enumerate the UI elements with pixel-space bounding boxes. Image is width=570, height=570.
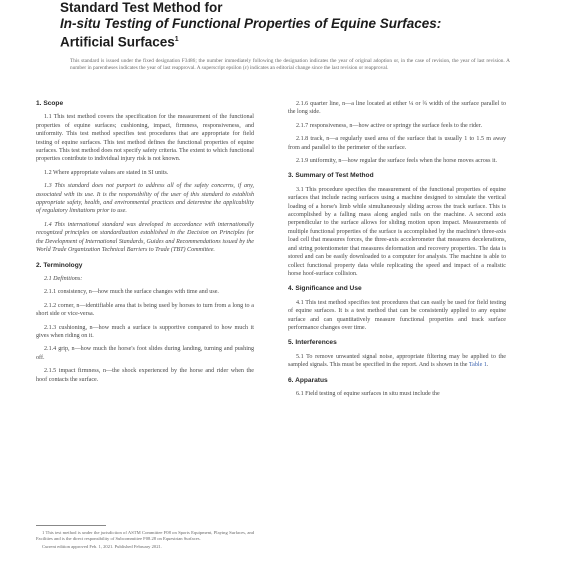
paragraph-5-1: 5.1 To remove unwanted signal noise, appropriate filtering may be applied to the sampled signals. This must be specified in the report. And is shown in the Table 1. xyxy=(288,353,506,369)
section-heading-significance: 4. Significance and Use xyxy=(288,285,362,293)
paragraph-1-4: 1.4 This international standard was developed in accordance with internationally recognized principles on standardization established in the Decision on Principles for the Development of International Standards, Guides and Recommendations issued by the World Trade Organization Technical Barriers to Trade (TBT) Committee. xyxy=(36,221,254,254)
paragraph-1-3: 1.3 This standard does not purport to address all of the safety concerns, if any, associated with its use. It is the responsibility of the user of this standard to establish appropriate safety, health, and environmental practices and determine the applicability of regulatory limitations prior to use. xyxy=(36,183,254,215)
section-heading-scope: 1. Scope xyxy=(36,100,64,107)
paragraph-1-1: 1.1 This test method covers the specification for the measurement of the functional properties of equine surfaces; cushioning, impact, firmness, responsiveness, and uniformity. This test method specifies test procedures that are appropriate for field testing of equine surfaces. This test method defines the functional properties of equine surfaces. This test method does not specify safety criteria. The extent to which functional properties contribute to individual injury risk is not known. xyxy=(36,114,254,163)
definition-uniformity: 2.1.9 uniformity, n—how regular the surface feels when the horse moves across it. xyxy=(296,158,497,165)
paragraph-3-1: 3.1 This procedure specifies the measurement of the functional properties of equine surfaces that include racing surfaces using a machine designed to simulate the vertical loading of a horse's limb while simultaneously sliding across the track surface. This is accomplished by a falling mass along angled rails on the machine. A second axis perpendicular to the surface allows for sliding motion upon impact. Measurements of multiple functional properties of the surface is accomplished by the machine's three-axis load cell that measures forces, the three-axis accelerometer that measures decelerations, and string potentiometer that measures deformation and recovery properties. The data is stored and can be easily downloaded to a computer for analysis. The machine is able to collect functional property data while replicating the speed and impact of a realistic horse hoof-surface collision. xyxy=(288,186,506,277)
definition-impact-firmness: 2.1.5 impact firmness, n—the shock experienced by the horse and rider when the hoof contacts the surface. xyxy=(36,368,254,383)
definition-quarter-line: 2.1.6 quarter line, n—a line located at either ¼ or ¾ width of the surface parallel to the long side. xyxy=(288,101,506,116)
footnote-divider xyxy=(36,525,106,526)
paragraph-6-1: 6.1 Field testing of equine surfaces in situ must include the xyxy=(296,390,440,397)
footnote-1: 1 This test method is under the jurisdiction of ASTM Committee F08 on Sports Equipment, Playing Surfaces, and Facilities and is the direct responsibility of Subcommittee F08.28 on Equestrian Surfaces. xyxy=(36,530,254,541)
definition-responsiveness: 2.1.7 responsiveness, n—how active or springy the surface feels to the rider. xyxy=(296,122,482,129)
title-footnote-mark: 1 xyxy=(174,36,179,43)
section-heading-interferences: 5. Interferences xyxy=(288,339,337,347)
title-line-3: Artificial Surfaces$^1$ xyxy=(60,34,179,50)
footnote-2: Current edition approved Feb. 1, 2021. Published February 2021. xyxy=(42,544,162,549)
left-column xyxy=(36,100,254,389)
title-line-2: In-situ Testing of Functional Properties of Equine Surfaces: xyxy=(60,16,442,31)
definition-grip: 2.1.4 grip, n—how much the horse's foot slides during landing, turning and pushing off. xyxy=(36,346,254,361)
paragraph-2-1: 2.1 Definitions: xyxy=(44,275,83,282)
footnote-block xyxy=(36,530,254,552)
section-heading-apparatus: 6. Apparatus xyxy=(288,376,328,384)
document-title xyxy=(60,0,520,51)
paragraph-4-1: 4.1 This test method specifies test procedures that can easily be used for field testing of equine surfaces. It is a test method that can be consistently applied to any equine surface and can quantitatively measure functional properties and track surface performance changes over time. xyxy=(288,299,506,331)
right-column xyxy=(288,100,506,403)
definition-cushioning: 2.1.3 cushioning, n—how much a surface is supportive compared to how much it gives when riding on it. xyxy=(36,324,254,339)
designation-notice: This standard is issued under the fixed designation F3486; the number immediately following the designation indicates the year of original adoption or, in the case of revision, the year of last revision. A number in parentheses indicates the year of last reapproval. A superscript epsilon (ε) indicates an editorial change since the last revision or reapproval. xyxy=(70,58,510,71)
section-heading-summary: 3. Summary of Test Method xyxy=(288,172,374,180)
definition-consistency: 2.1.1 consistency, n—how much the surface changes with time and use. xyxy=(44,289,219,296)
title-line-1: Standard Test Method for xyxy=(60,0,223,15)
paragraph-1-2: 1.2 Where appropriate values are stated in SI units. xyxy=(44,169,169,176)
table-1-link[interactable]: Table 1 xyxy=(468,362,487,369)
section-heading-terminology: 2. Terminology xyxy=(36,261,83,269)
definition-track: 2.1.8 track, n—a regularly used area of the surface that is usually 1 to 1.5 m away from and parallel to the perimeter of the surface. xyxy=(288,136,506,151)
definition-corner: 2.1.2 corner, n—identifiable area that is being used by horses to turn from a long to a short side or vice-versa. xyxy=(36,302,254,318)
